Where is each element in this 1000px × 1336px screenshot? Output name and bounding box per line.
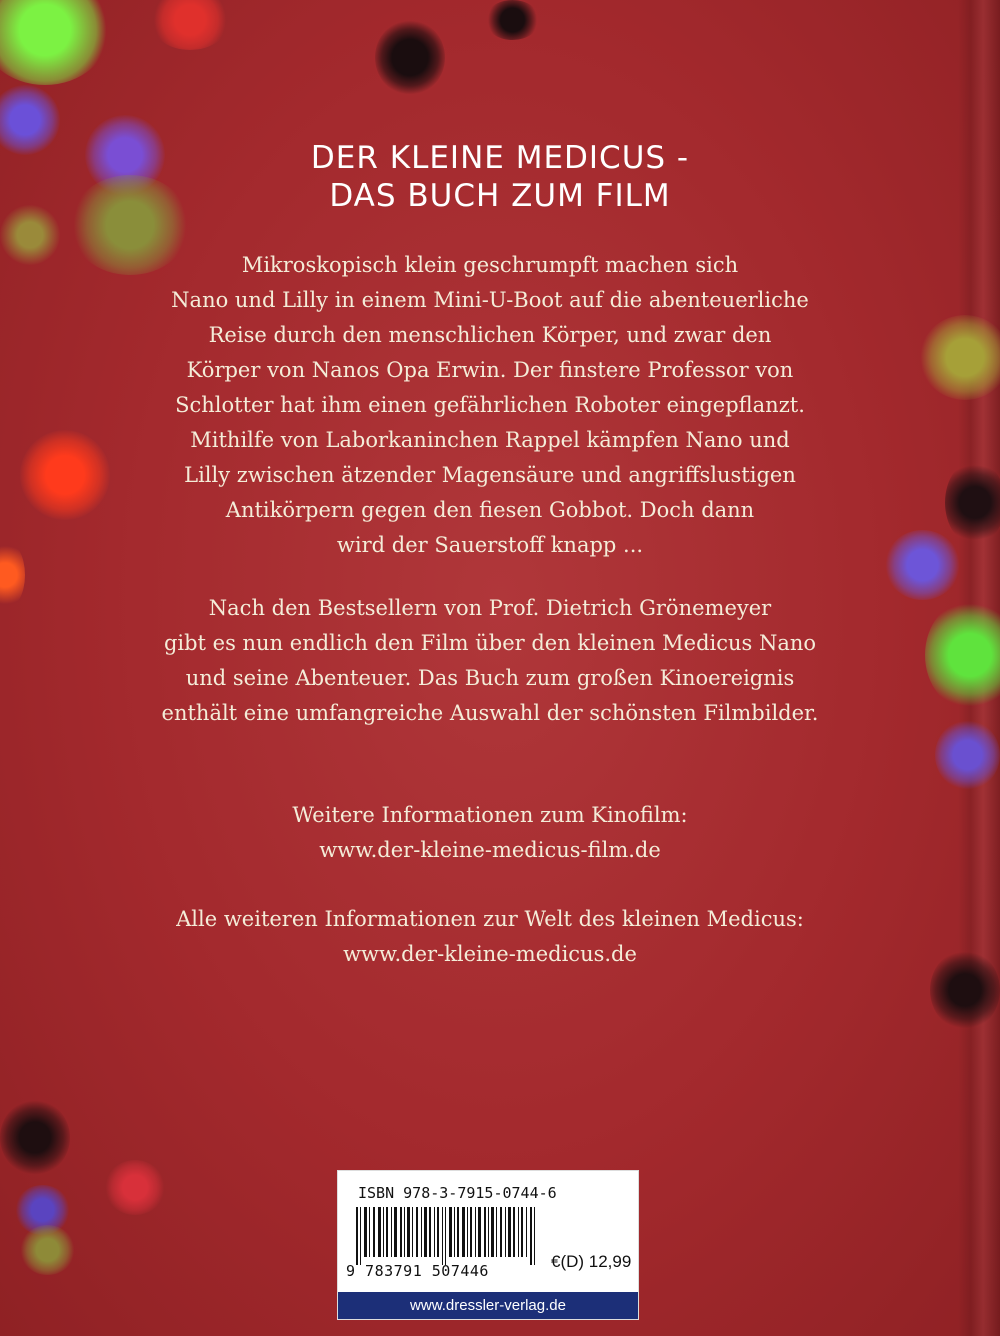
olive-virus-splat: [0, 205, 60, 265]
barcode-bars: [350, 1207, 550, 1265]
black-virus-splat: [485, 0, 540, 40]
barcode-digits: 9 783791 507446: [346, 1262, 489, 1280]
synopsis-line: Körper von Nanos Opa Erwin. Der finstere Professor von: [186, 358, 794, 382]
about-line: gibt es nun endlich den Film über den kleinen Medicus Nano: [163, 631, 817, 655]
about-line: und seine Abenteuer. Das Buch zum großen Kinoereignis: [185, 666, 795, 690]
film-info-label: Weitere Informationen zum Kinofilm:: [292, 803, 688, 827]
world-info-label: Alle weiteren Informationen zur Welt des kleinen Medicus:: [176, 907, 804, 931]
black-virus-splat: [375, 20, 445, 95]
olive-virus-splat: [920, 315, 1000, 400]
barcode-label: [337, 1170, 639, 1320]
publisher-website[interactable]: www.dressler-verlag.de: [338, 1292, 638, 1319]
synopsis-line: Mithilfe von Laborkaninchen Rappel kämpfen Nano und: [190, 428, 790, 452]
black-virus-splat: [0, 1100, 70, 1175]
about-line: enthält eine umfangreiche Auswahl der schönsten Filmbilder.: [161, 701, 819, 725]
book-title-line-2: DAS BUCH ZUM FILM: [329, 178, 671, 214]
synopsis-line: Lilly zwischen ätzender Magensäure und angriffslustigen: [184, 463, 796, 487]
red-virus-splat: [20, 430, 110, 520]
synopsis-line: Reise durch den menschlichen Körper, und zwar den: [208, 323, 772, 347]
black-virus-splat: [945, 460, 1000, 545]
world-website-link[interactable]: www.der-kleine-medicus.de: [343, 942, 637, 966]
price-label: €(D) 12,99: [551, 1252, 632, 1271]
synopsis-line: Mikroskopisch klein geschrumpft machen sich: [241, 253, 739, 277]
world-info-block: [120, 902, 860, 972]
about-line: Nach den Bestsellern von Prof. Dietrich Grönemeyer: [208, 596, 772, 620]
black-virus-splat: [930, 950, 1000, 1030]
synopsis-line: Nano und Lilly in einem Mini-U-Boot auf die abenteuerliche: [171, 288, 809, 312]
film-website-link[interactable]: www.der-kleine-medicus-film.de: [319, 838, 661, 862]
book-title-line-1: DER KLEINE MEDICUS -: [310, 140, 690, 176]
isbn-number: ISBN 978-3-7915-0744-6: [358, 1184, 557, 1202]
about-paragraph: [120, 591, 860, 731]
synopsis-line: Schlotter hat ihm einen gefährlichen Roboter eingepflanzt.: [175, 393, 805, 417]
synopsis-paragraph: [120, 248, 860, 563]
synopsis-line: wird der Sauerstoff knapp ...: [336, 533, 644, 557]
red-virus-splat: [105, 1160, 165, 1215]
olive-virus-splat: [20, 1225, 75, 1275]
film-info-block: [120, 798, 860, 868]
synopsis-line: Antikörpern gegen den fiesen Gobbot. Doch dann: [225, 498, 755, 522]
purple-virus-splat: [885, 530, 960, 600]
purple-virus-splat: [935, 720, 1000, 790]
